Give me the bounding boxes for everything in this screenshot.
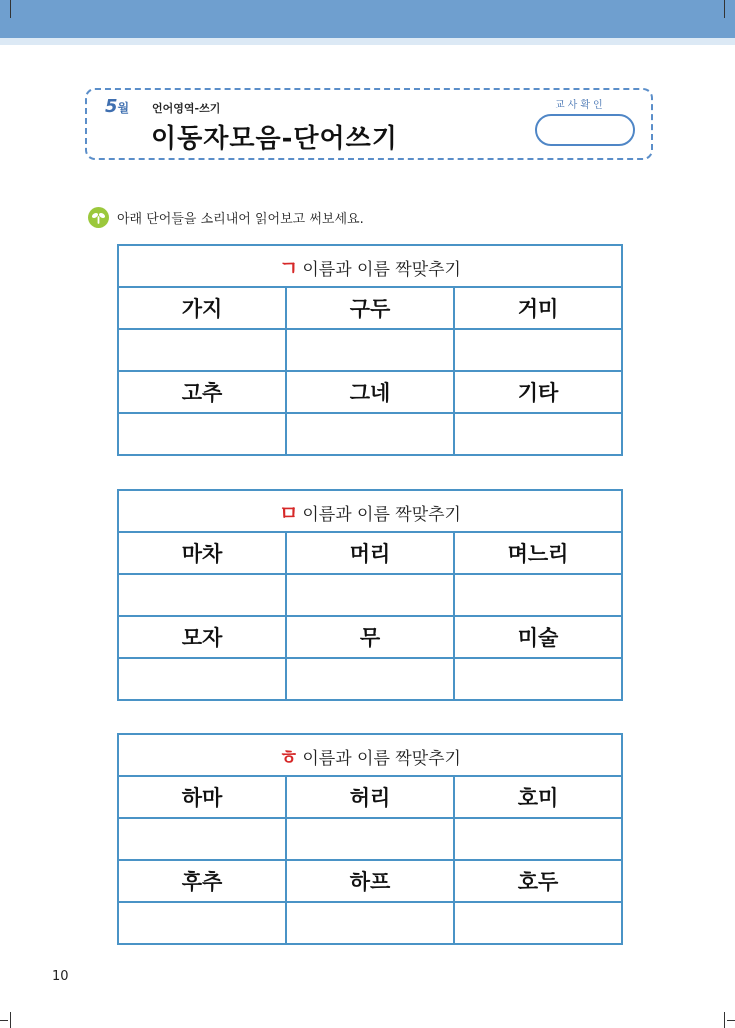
- word-cell: 호미: [454, 776, 622, 818]
- word-cell: 허리: [286, 776, 454, 818]
- writing-cell[interactable]: [454, 902, 622, 944]
- word-cell: 모자: [118, 616, 286, 658]
- word-cell: 그네: [286, 371, 454, 413]
- month-suffix: 월: [117, 101, 130, 115]
- writing-cell[interactable]: [118, 902, 286, 944]
- writing-cell[interactable]: [118, 818, 286, 860]
- word-cell: 하프: [286, 860, 454, 902]
- word-cell: 거미: [454, 287, 622, 329]
- instruction-text: 아래 단어들을 소리내어 읽어보고 써보세요.: [117, 211, 364, 227]
- writing-cell[interactable]: [454, 818, 622, 860]
- word-cell: 기타: [454, 371, 622, 413]
- writing-cell[interactable]: [454, 658, 622, 700]
- page-number: 10: [52, 969, 69, 984]
- writing-cell[interactable]: [286, 329, 454, 371]
- word-table-mieum: [117, 489, 623, 701]
- table-heading: [118, 490, 622, 532]
- writing-cell[interactable]: [286, 658, 454, 700]
- worksheet-header: [85, 88, 653, 160]
- word-cell: 가지: [118, 287, 286, 329]
- writing-cell[interactable]: [454, 329, 622, 371]
- word-cell: 호두: [454, 860, 622, 902]
- writing-cell[interactable]: [118, 413, 286, 455]
- month-badge: [105, 96, 129, 117]
- table-heading-text: 이름과 이름 짝맞추기: [302, 504, 461, 525]
- instruction: [88, 205, 364, 229]
- crop-mark-bottom-left-h: [0, 1020, 8, 1021]
- word-cell: 며느리: [454, 532, 622, 574]
- word-cell: 하마: [118, 776, 286, 818]
- consonant-letter: ㄱ: [279, 255, 299, 280]
- writing-cell[interactable]: [454, 413, 622, 455]
- top-band: [0, 0, 735, 38]
- writing-cell[interactable]: [286, 574, 454, 616]
- word-cell: 마차: [118, 532, 286, 574]
- table-heading: [118, 245, 622, 287]
- word-cell: 머리: [286, 532, 454, 574]
- writing-cell[interactable]: [118, 329, 286, 371]
- word-cell: 무: [286, 616, 454, 658]
- writing-cell[interactable]: [286, 818, 454, 860]
- page-title: 이동자모음-단어쓰기: [151, 124, 398, 154]
- word-table-giyeok: [117, 244, 623, 456]
- writing-cell[interactable]: [286, 413, 454, 455]
- crop-mark-top-left: [10, 0, 11, 18]
- word-table-hieut: [117, 733, 623, 945]
- teacher-check-label: 교사확인: [555, 100, 606, 111]
- table-heading: [118, 734, 622, 776]
- writing-cell[interactable]: [118, 574, 286, 616]
- month-number: 5: [105, 96, 118, 117]
- crop-mark-bottom-right-v: [724, 1012, 725, 1028]
- writing-cell[interactable]: [454, 574, 622, 616]
- word-cell: 고추: [118, 371, 286, 413]
- crop-mark-bottom-left-v: [10, 1012, 11, 1028]
- teacher-check-box[interactable]: [535, 114, 635, 146]
- word-cell: 미술: [454, 616, 622, 658]
- sprout-icon: [88, 207, 109, 228]
- table-heading-text: 이름과 이름 짝맞추기: [302, 259, 461, 280]
- crop-mark-top-right: [724, 0, 725, 18]
- subject-label: 언어영역-쓰기: [152, 102, 221, 115]
- word-cell: 구두: [286, 287, 454, 329]
- writing-cell[interactable]: [118, 658, 286, 700]
- writing-cell[interactable]: [286, 902, 454, 944]
- table-heading-text: 이름과 이름 짝맞추기: [302, 748, 461, 769]
- top-band-light: [0, 38, 735, 45]
- consonant-letter: ㅎ: [279, 744, 299, 769]
- word-cell: 후추: [118, 860, 286, 902]
- consonant-letter: ㅁ: [279, 500, 299, 525]
- crop-mark-bottom-right-h: [727, 1020, 735, 1021]
